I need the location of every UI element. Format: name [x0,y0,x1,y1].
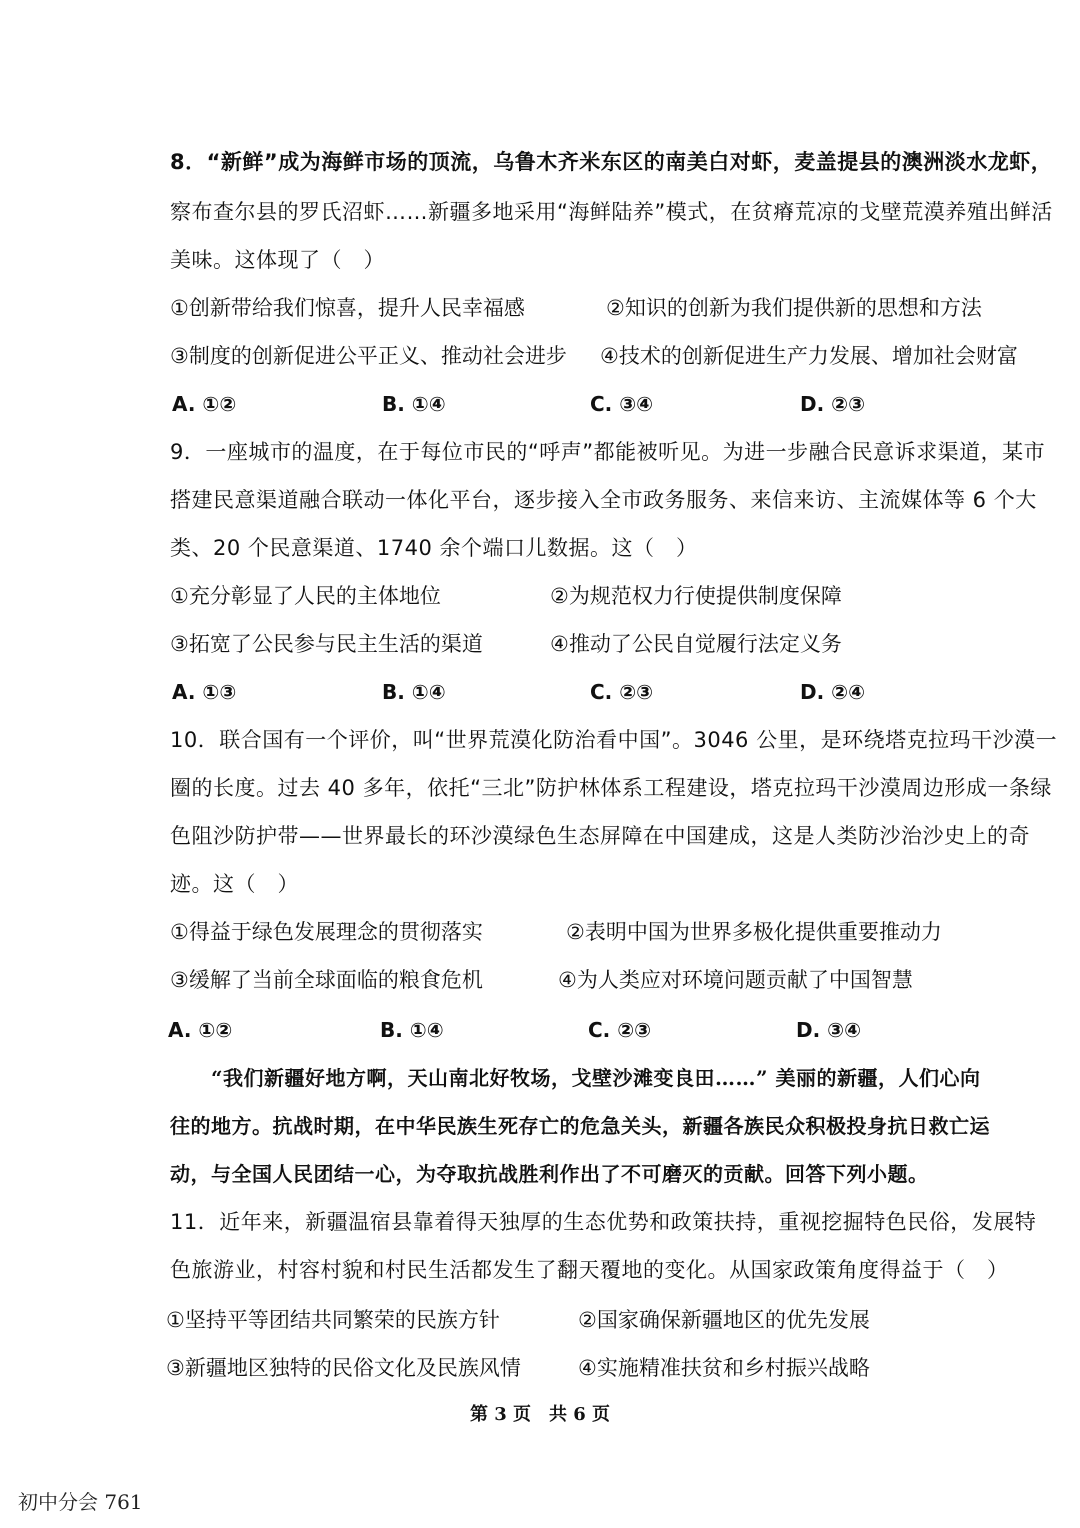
q10-option-1: ①得益于绿色发展理念的贯彻落实 [170,920,483,944]
page-number: 第 3 页 共 6 页 [469,1404,611,1425]
q9-choice-d: D. ②④ [800,680,866,704]
q8-option-2: ②知识的创新为我们提供新的思想和方法 [606,296,982,320]
q10-stem-line-3: 色阻沙防护带——世界最长的环沙漠绿色生态屏障在中国建成，这是人类防沙治沙史上的奇 [170,824,1030,848]
q11-option-3: ③新疆地区独特的民俗文化及民族风情 [166,1356,521,1380]
q10-stem-line-1: 10．联合国有一个评价，叫“世界荒漠化防治看中国”。3046 公里，是环绕塔克拉玛干沙漠一 [170,728,1058,752]
q8-choice-d: D. ②③ [800,392,866,416]
q11-option-2: ②国家确保新疆地区的优先发展 [578,1308,870,1332]
material-line-3: 动，与全国人民团结一心，为夺取抗战胜利作出了不可磨灭的贡献。回答下列小题。 [170,1162,929,1186]
q9-stem-line-3: 类、20 个民意渠道、1740 余个端口儿数据。这（ ） [170,536,698,560]
q10-choice-d: D. ③④ [796,1018,862,1042]
q9-choice-b: B. ①④ [382,680,446,704]
q10-stem-line-4: 迹。这（ ） [170,872,299,896]
q9-option-4: ④推动了公民自觉履行法定义务 [550,632,842,656]
q10-option-3: ③缓解了当前全球面临的粮食危机 [170,968,483,992]
q9-stem-line-1: 9．一座城市的温度，在于每位市民的“呼声”都能被听见。为进一步融合民意诉求渠道，某市 [170,440,1046,464]
q11-stem-line-1: 11．近年来，新疆温宿县靠着得天独厚的生态优势和政策扶持，重视挖掘特色民俗，发展特 [170,1210,1037,1234]
q8-option-3: ③制度的创新促进公平正义、推动社会进步 [170,344,567,368]
q8-choice-b: B. ①④ [382,392,446,416]
q8-option-1: ①创新带给我们惊喜，提升人民幸福感 [170,296,525,320]
q8-choice-a: A. ①② [172,392,237,416]
q9-choice-a: A. ①③ [172,680,237,704]
q10-stem-line-2: 圈的长度。过去 40 多年，依托“三北”防护林体系工程建设，塔克拉玛干沙漠周边形成一条绿 [170,776,1052,800]
q8-stem-line-3: 美味。这体现了（ ） [170,248,385,272]
q9-option-3: ③拓宽了公民参与民主生活的渠道 [170,632,483,656]
q8-choice-c: C. ③④ [590,392,654,416]
q8-option-4: ④技术的创新促进生产力发展、增加社会财富 [600,344,1018,368]
watermark-text: 初中分会 761 [18,1490,143,1514]
q9-choice-c: C. ②③ [590,680,654,704]
q9-option-1: ①充分彰显了人民的主体地位 [170,584,441,608]
q8-stem-line-1: 8．“新鲜”成为海鲜市场的顶流，乌鲁木齐米东区的南美白对虾，麦盖提县的澳洲淡水龙虾， [170,150,1053,174]
q10-option-2: ②表明中国为世界多极化提供重要推动力 [566,920,942,944]
material-line-2: 往的地方。抗战时期，在中华民族生死存亡的危急关头，新疆各族民众积极投身抗日救亡运 [170,1114,990,1138]
q8-stem-line-2: 察布查尔县的罗氏沼虾……新疆多地采用“海鲜陆养”模式，在贫瘠荒凉的戈壁荒漠养殖出鲜活 [170,200,1053,224]
q11-stem-line-2: 色旅游业，村容村貌和村民生活都发生了翻天覆地的变化。从国家政策角度得益于（ ） [170,1258,1009,1282]
q10-option-4: ④为人类应对环境问题贡献了中国智慧 [558,968,913,992]
q10-choice-b: B. ①④ [380,1018,444,1042]
material-line-1: “我们新疆好地方啊，天山南北好牧场，戈壁沙滩变良田……” 美丽的新疆，人们心向 [170,1066,981,1090]
q11-option-4: ④实施精准扶贫和乡村振兴战略 [578,1356,870,1380]
q11-option-1: ①坚持平等团结共同繁荣的民族方针 [166,1308,500,1332]
q9-stem-line-2: 搭建民意渠道融合联动一体化平台，逐步接入全市政务服务、来信来访、主流媒体等 6 个大 [170,488,1037,512]
q9-option-2: ②为规范权力行使提供制度保障 [550,584,842,608]
q10-choice-c: C. ②③ [588,1018,652,1042]
q10-choice-a: A. ①② [168,1018,233,1042]
